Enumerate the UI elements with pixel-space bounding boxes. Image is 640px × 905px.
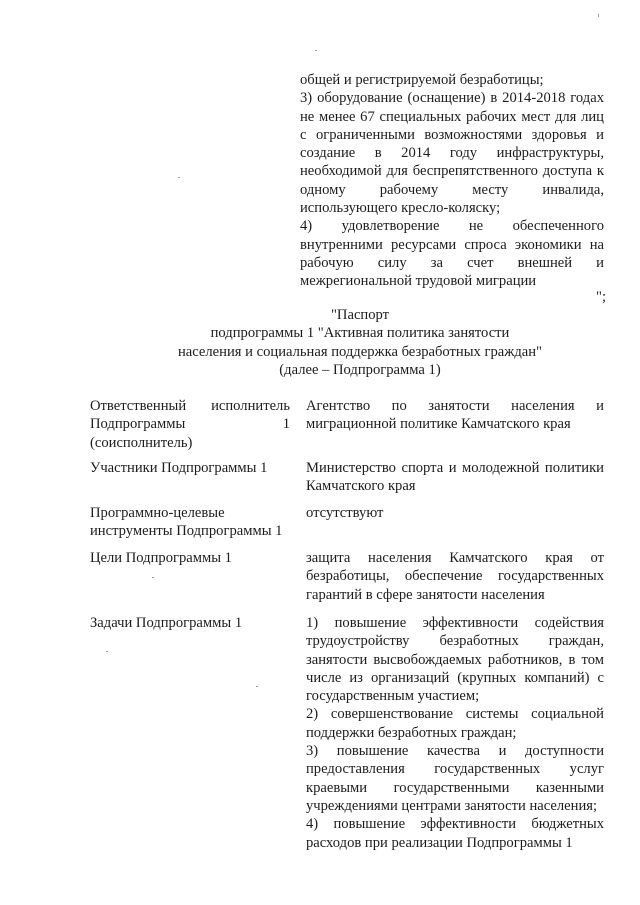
row-value <box>306 459 604 496</box>
row-label: Ответственный исполнитель Подпрограммы 1 (соисполнитель) <box>90 398 290 451</box>
row-value-paragraph: защита населения Камчатского края от безработицы, обеспечение государственных гарантий в сфере занятости населения <box>306 550 604 603</box>
task-item-1: 1) повышение эффективности содействия трудоустройству безработных граждан, занятости высвобождаемых работников, в том числе из организаций (крупных компаний) с государственным участием; <box>306 615 604 705</box>
closing-quote: "; <box>596 289 607 305</box>
passport-title-line3: населения и социальная поддержка безработных граждан" <box>177 343 542 360</box>
scan-speck <box>106 651 108 652</box>
row-value-paragraph: Агентство по занятости населения и миграционной политике Камчатского края <box>306 398 604 433</box>
scan-speck <box>152 577 154 578</box>
continuation-item-4: 4) удовлетворение не обеспеченного внутренними ресурсами спроса экономики на рабочую силу за счет внешней и межрегиональной трудовой миграции <box>300 218 604 290</box>
scan-speck <box>598 14 599 17</box>
scan-speck <box>315 50 317 51</box>
row-value <box>306 397 604 434</box>
row-value-paragraph: Министерство спорта и молодежной политики Камчатского края <box>306 460 604 495</box>
passport-title <box>80 306 640 379</box>
passport-title-line4: (далее – Подпрограмма 1) <box>279 361 441 378</box>
row-label: Программно-целевые инструменты Подпрограммы 1 <box>90 505 283 540</box>
row-label: Задачи Подпрограммы 1 <box>90 615 243 631</box>
continuation-item-3: 3) оборудование (оснащение) в 2014-2018 годах не менее 67 специальных рабочих мест для лиц с ограниченными возможностями здоровья и создание в 2014 году инфраструктуры, необходимой для беспрепятственного доступа к одному рабочему месту инвалида, использующего кресло-коляску; <box>300 90 604 217</box>
continuation-text <box>300 71 604 291</box>
row-label: Цели Подпрограммы 1 <box>90 550 232 566</box>
task-item-3: 3) повышение качества и доступности предоставления государственных услуг краевыми государственными казенными учреждениями центрами занятости населения; <box>306 743 604 814</box>
scan-speck <box>178 177 180 178</box>
row-value <box>306 614 604 852</box>
scan-speck <box>256 686 258 687</box>
passport-title-line2: подпрограммы 1 "Активная политика занятости <box>210 325 510 342</box>
row-value <box>306 549 604 604</box>
row-value-paragraph: отсутствуют <box>306 505 384 521</box>
row-label: Участники Подпрограммы 1 <box>90 460 268 476</box>
passport-title-line1: "Паспорт <box>330 307 390 323</box>
continuation-line: общей и регистрируемой безработицы; <box>300 72 544 88</box>
task-item-2: 2) совершенствование системы социальной поддержки безработных граждан; <box>306 706 604 741</box>
task-item-4: 4) повышение эффективности бюджетных расходов при реализации Подпрограммы 1 <box>306 816 604 851</box>
row-value <box>306 504 604 522</box>
